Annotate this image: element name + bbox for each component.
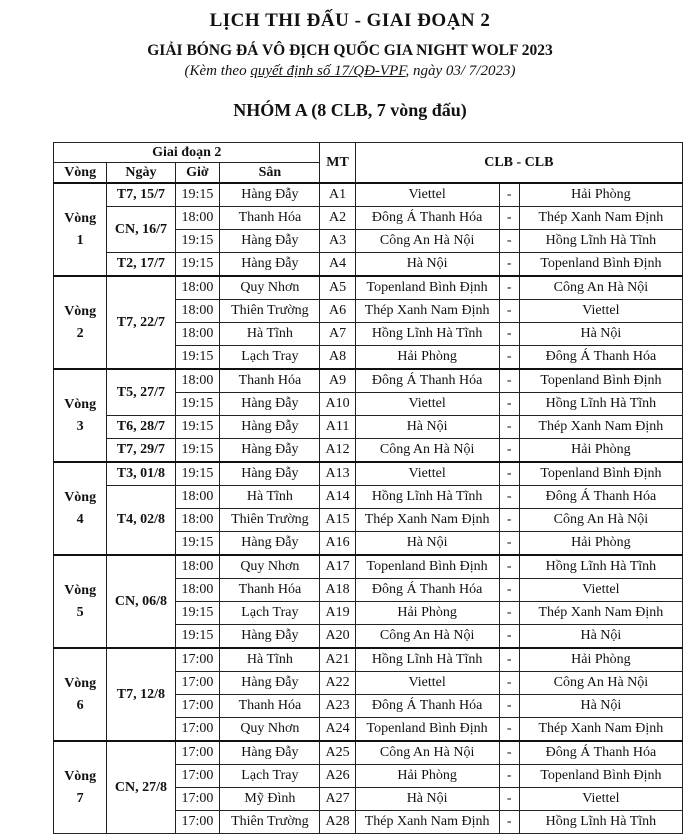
match-date: CN, 27/8 [107, 741, 175, 834]
match-venue: Quy Nhơn [220, 276, 320, 300]
match-row [54, 439, 683, 463]
home-club: Đông Á Thanh Hóa [355, 579, 499, 602]
club-separator: - [499, 811, 519, 834]
club-separator: - [499, 253, 519, 277]
round-label-line2: 4 [76, 511, 84, 527]
away-club: Hải Phòng [519, 648, 682, 672]
match-venue: Mỹ Đình [220, 788, 320, 811]
home-club: Topenland Bình Định [355, 555, 499, 579]
match-venue: Lạch Tray [220, 765, 320, 788]
match-date: T7, 22/7 [107, 276, 175, 369]
match-code: A12 [320, 439, 355, 463]
match-venue: Hàng Đẫy [220, 183, 320, 207]
match-time: 19:15 [175, 253, 220, 277]
match-date: T3, 01/8 [107, 462, 175, 486]
clubs-header: CLB - CLB [355, 143, 682, 184]
home-club: Thép Xanh Nam Định [355, 300, 499, 323]
away-club: Hồng Lĩnh Hà Tĩnh [519, 555, 682, 579]
round-label-line1: Vòng [64, 768, 97, 784]
home-club: Hồng Lĩnh Hà Tĩnh [355, 323, 499, 346]
away-club: Hồng Lĩnh Hà Tĩnh [519, 811, 682, 834]
match-code: A19 [320, 602, 355, 625]
match-date: T5, 27/7 [107, 369, 175, 416]
home-club: Hải Phòng [355, 346, 499, 370]
match-row [54, 276, 683, 300]
match-code: A9 [320, 369, 355, 393]
match-venue: Hà Tĩnh [220, 486, 320, 509]
club-separator: - [499, 579, 519, 602]
club-separator: - [499, 346, 519, 370]
round-label [54, 555, 107, 648]
away-club: Hà Nội [519, 695, 682, 718]
away-club: Thép Xanh Nam Định [519, 718, 682, 742]
away-club: Hải Phòng [519, 439, 682, 463]
home-club: Viettel [355, 393, 499, 416]
match-time: 18:00 [175, 486, 220, 509]
away-club: Topenland Bình Định [519, 462, 682, 486]
club-separator: - [499, 532, 519, 556]
away-club: Hồng Lĩnh Hà Tĩnh [519, 393, 682, 416]
time-header: Giờ [175, 163, 220, 184]
away-club: Thép Xanh Nam Định [519, 416, 682, 439]
club-separator: - [499, 230, 519, 253]
match-code: A22 [320, 672, 355, 695]
note-prefix: (Kèm theo [184, 63, 251, 79]
away-club: Đông Á Thanh Hóa [519, 346, 682, 370]
match-time: 17:00 [175, 788, 220, 811]
home-club: Hà Nội [355, 788, 499, 811]
match-venue: Thanh Hóa [220, 369, 320, 393]
club-separator: - [499, 648, 519, 672]
match-venue: Thiên Trường [220, 300, 320, 323]
match-venue: Hà Tĩnh [220, 323, 320, 346]
home-club: Công An Hà Nội [355, 625, 499, 649]
club-separator: - [499, 718, 519, 742]
club-separator: - [499, 323, 519, 346]
round-label-line1: Vòng [64, 210, 97, 226]
match-venue: Hàng Đẫy [220, 230, 320, 253]
match-time: 19:15 [175, 230, 220, 253]
match-venue: Hàng Đẫy [220, 393, 320, 416]
match-row [54, 369, 683, 393]
match-code: A28 [320, 811, 355, 834]
match-code: A8 [320, 346, 355, 370]
match-time: 19:15 [175, 416, 220, 439]
match-date: T7, 12/8 [107, 648, 175, 741]
away-club: Topenland Bình Định [519, 765, 682, 788]
home-club: Hải Phòng [355, 602, 499, 625]
club-separator: - [499, 509, 519, 532]
decision-note [0, 63, 700, 80]
match-date: CN, 06/8 [107, 555, 175, 648]
match-code: A5 [320, 276, 355, 300]
home-club: Thép Xanh Nam Định [355, 509, 499, 532]
match-venue: Hàng Đẫy [220, 253, 320, 277]
match-time: 18:00 [175, 323, 220, 346]
away-club: Hải Phòng [519, 532, 682, 556]
round-label-line1: Vòng [64, 489, 97, 505]
club-separator: - [499, 416, 519, 439]
match-time: 19:15 [175, 602, 220, 625]
match-code: A27 [320, 788, 355, 811]
match-code: A7 [320, 323, 355, 346]
club-separator: - [499, 555, 519, 579]
match-time: 18:00 [175, 579, 220, 602]
match-time: 19:15 [175, 439, 220, 463]
home-club: Đông Á Thanh Hóa [355, 369, 499, 393]
note-suffix: , ngày 03/ 7/2023) [405, 63, 516, 79]
match-venue: Lạch Tray [220, 602, 320, 625]
club-separator: - [499, 672, 519, 695]
match-time: 17:00 [175, 672, 220, 695]
document-title: LỊCH THI ĐẤU - GIAI ĐOẠN 2 [209, 10, 491, 31]
match-code: A14 [320, 486, 355, 509]
away-club: Công An Hà Nội [519, 672, 682, 695]
round-header: Vòng [54, 163, 107, 184]
match-row [54, 462, 683, 486]
round-label [54, 276, 107, 369]
away-club: Viettel [519, 579, 682, 602]
away-club: Topenland Bình Định [519, 253, 682, 277]
match-time: 18:00 [175, 300, 220, 323]
match-code: A13 [320, 462, 355, 486]
club-separator: - [499, 625, 519, 649]
match-code: A3 [320, 230, 355, 253]
home-club: Topenland Bình Định [355, 276, 499, 300]
away-club: Hà Nội [519, 323, 682, 346]
club-separator: - [499, 393, 519, 416]
away-club: Thép Xanh Nam Định [519, 602, 682, 625]
club-separator: - [499, 695, 519, 718]
match-time: 17:00 [175, 765, 220, 788]
match-date: T6, 28/7 [107, 416, 175, 439]
round-label-line2: 6 [76, 697, 84, 713]
venue-header: Sân [220, 163, 320, 184]
match-row [54, 207, 683, 230]
club-separator: - [499, 183, 519, 207]
home-club: Hải Phòng [355, 765, 499, 788]
away-club: Viettel [519, 788, 682, 811]
home-club: Hà Nội [355, 532, 499, 556]
match-time: 17:00 [175, 648, 220, 672]
away-club: Thép Xanh Nam Định [519, 207, 682, 230]
match-venue: Thanh Hóa [220, 207, 320, 230]
phase-header: Giai đoạn 2 [54, 143, 320, 163]
match-time: 19:15 [175, 462, 220, 486]
away-club: Viettel [519, 300, 682, 323]
match-code: A23 [320, 695, 355, 718]
round-label-line1: Vòng [64, 303, 97, 319]
match-time: 18:00 [175, 555, 220, 579]
match-time: 18:00 [175, 509, 220, 532]
round-label-line1: Vòng [64, 675, 97, 691]
round-label-line2: 1 [76, 232, 84, 248]
round-label [54, 648, 107, 741]
match-venue: Quy Nhơn [220, 555, 320, 579]
away-club: Hồng Lĩnh Hà Tĩnh [519, 230, 682, 253]
match-row [54, 741, 683, 765]
away-club: Đông Á Thanh Hóa [519, 741, 682, 765]
match-date: CN, 16/7 [107, 207, 175, 253]
home-club: Topenland Bình Định [355, 718, 499, 742]
match-venue: Thiên Trường [220, 509, 320, 532]
club-separator: - [499, 207, 519, 230]
round-label-line1: Vòng [64, 582, 97, 598]
note-decision: quyết định số 17/QĐ-VPF [250, 63, 406, 79]
home-club: Công An Hà Nội [355, 230, 499, 253]
match-venue: Thiên Trường [220, 811, 320, 834]
round-label-line1: Vòng [64, 396, 97, 412]
match-code: A24 [320, 718, 355, 742]
club-separator: - [499, 788, 519, 811]
match-row [54, 486, 683, 509]
match-code: A2 [320, 207, 355, 230]
schedule-body [54, 183, 683, 834]
match-code: A16 [320, 532, 355, 556]
home-club: Hà Nội [355, 253, 499, 277]
away-club: Hải Phòng [519, 183, 682, 207]
away-club: Đông Á Thanh Hóa [519, 486, 682, 509]
match-code: A10 [320, 393, 355, 416]
match-row [54, 555, 683, 579]
match-code: A4 [320, 253, 355, 277]
match-code: A15 [320, 509, 355, 532]
round-label [54, 369, 107, 462]
round-label-line2: 7 [76, 790, 84, 806]
match-code: A20 [320, 625, 355, 649]
home-club: Đông Á Thanh Hóa [355, 207, 499, 230]
match-code: A26 [320, 765, 355, 788]
club-separator: - [499, 486, 519, 509]
match-time: 19:15 [175, 183, 220, 207]
away-club: Công An Hà Nội [519, 509, 682, 532]
match-time: 19:15 [175, 346, 220, 370]
match-row [54, 253, 683, 277]
club-separator: - [499, 462, 519, 486]
match-date: T2, 17/7 [107, 253, 175, 277]
match-code: A1 [320, 183, 355, 207]
match-code: A6 [320, 300, 355, 323]
home-club: Viettel [355, 462, 499, 486]
home-club: Viettel [355, 183, 499, 207]
match-date: T4, 02/8 [107, 486, 175, 556]
match-row [54, 648, 683, 672]
round-label-line2: 2 [76, 325, 84, 341]
match-time: 19:15 [175, 532, 220, 556]
mt-header: MT [320, 143, 355, 184]
match-venue: Hàng Đẫy [220, 625, 320, 649]
match-time: 17:00 [175, 811, 220, 834]
club-separator: - [499, 602, 519, 625]
match-venue: Hàng Đẫy [220, 741, 320, 765]
group-title: NHÓM A (8 CLB, 7 vòng đấu) [233, 100, 467, 120]
match-venue: Thanh Hóa [220, 579, 320, 602]
club-separator: - [499, 741, 519, 765]
date-header: Ngày [107, 163, 175, 184]
round-label-line2: 3 [76, 418, 84, 434]
home-club: Hà Nội [355, 416, 499, 439]
club-separator: - [499, 439, 519, 463]
match-venue: Thanh Hóa [220, 695, 320, 718]
match-venue: Hàng Đẫy [220, 416, 320, 439]
match-venue: Hàng Đẫy [220, 532, 320, 556]
away-club: Công An Hà Nội [519, 276, 682, 300]
home-club: Công An Hà Nội [355, 439, 499, 463]
round-label [54, 741, 107, 834]
match-venue: Lạch Tray [220, 346, 320, 370]
match-time: 19:15 [175, 625, 220, 649]
home-club: Đông Á Thanh Hóa [355, 695, 499, 718]
home-club: Thép Xanh Nam Định [355, 811, 499, 834]
match-code: A11 [320, 416, 355, 439]
club-separator: - [499, 300, 519, 323]
club-separator: - [499, 765, 519, 788]
club-separator: - [499, 276, 519, 300]
home-club: Công An Hà Nội [355, 741, 499, 765]
match-row [54, 416, 683, 439]
round-label [54, 183, 107, 276]
home-club: Hồng Lĩnh Hà Tĩnh [355, 486, 499, 509]
away-club: Topenland Bình Định [519, 369, 682, 393]
match-venue: Hàng Đẫy [220, 439, 320, 463]
schedule-table [53, 142, 683, 834]
round-label [54, 462, 107, 555]
match-venue: Hà Tĩnh [220, 648, 320, 672]
round-label-line2: 5 [76, 604, 84, 620]
match-time: 18:00 [175, 276, 220, 300]
match-code: A18 [320, 579, 355, 602]
club-separator: - [499, 369, 519, 393]
match-time: 17:00 [175, 695, 220, 718]
match-time: 17:00 [175, 741, 220, 765]
match-row [54, 183, 683, 207]
match-venue: Hàng Đẫy [220, 672, 320, 695]
match-code: A25 [320, 741, 355, 765]
match-venue: Quy Nhơn [220, 718, 320, 742]
match-date: T7, 29/7 [107, 439, 175, 463]
match-time: 18:00 [175, 207, 220, 230]
home-club: Viettel [355, 672, 499, 695]
match-code: A21 [320, 648, 355, 672]
match-time: 18:00 [175, 369, 220, 393]
home-club: Hồng Lĩnh Hà Tĩnh [355, 648, 499, 672]
match-date: T7, 15/7 [107, 183, 175, 207]
match-time: 19:15 [175, 393, 220, 416]
match-code: A17 [320, 555, 355, 579]
match-time: 17:00 [175, 718, 220, 742]
tournament-subtitle: GIẢI BÓNG ĐÁ VÔ ĐỊCH QUỐC GIA NIGHT WOLF 2023 [147, 42, 553, 59]
away-club: Hà Nội [519, 625, 682, 649]
match-venue: Hàng Đẫy [220, 462, 320, 486]
